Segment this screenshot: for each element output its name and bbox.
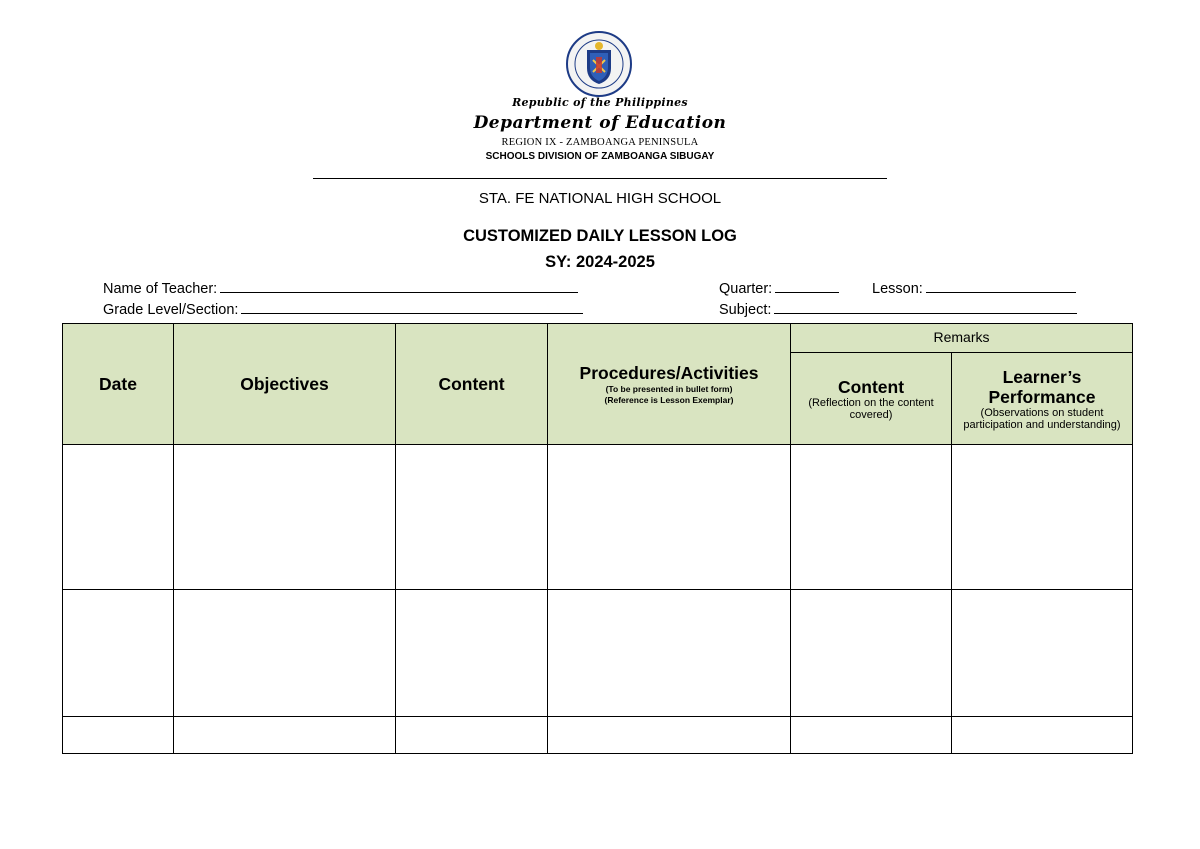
learner-performance-title: Learner’s Performance bbox=[988, 366, 1096, 407]
lesson-blank[interactable] bbox=[926, 280, 1076, 293]
content-cell[interactable] bbox=[396, 717, 548, 754]
learner-performance-cell[interactable] bbox=[952, 717, 1133, 754]
header-divider bbox=[313, 178, 887, 179]
procedures-cell[interactable] bbox=[548, 590, 791, 717]
subject-label: Subject: bbox=[719, 302, 772, 318]
content-cell[interactable] bbox=[396, 590, 548, 717]
remarks-content-note: (Reflection on the content covered) bbox=[808, 396, 934, 421]
lesson-field bbox=[872, 280, 1076, 297]
quarter-field bbox=[719, 280, 839, 297]
document-title: CUSTOMIZED DAILY LESSON LOG bbox=[463, 227, 737, 245]
objectives-cell[interactable] bbox=[174, 717, 396, 754]
procedures-cell[interactable] bbox=[548, 445, 791, 590]
division-heading: SCHOOLS DIVISION OF ZAMBOANGA SIBUGAY bbox=[485, 151, 715, 162]
procedures-cell[interactable] bbox=[548, 717, 791, 754]
date-cell[interactable] bbox=[63, 445, 174, 590]
remarks-content-header bbox=[791, 353, 952, 445]
content-header: Content bbox=[396, 324, 548, 445]
learner-performance-cell[interactable] bbox=[952, 590, 1133, 717]
school-year: SY: 2024-2025 bbox=[545, 253, 655, 271]
procedures-note-bullet: (To be presented in bullet form) bbox=[605, 383, 733, 394]
objectives-header: Objectives bbox=[174, 324, 396, 445]
subject-field bbox=[719, 301, 1077, 318]
objectives-cell[interactable] bbox=[174, 590, 396, 717]
table-row bbox=[63, 590, 1133, 717]
teacher-field bbox=[103, 280, 578, 297]
learner-performance-header bbox=[952, 353, 1133, 445]
quarter-blank[interactable] bbox=[775, 280, 839, 293]
learner-performance-note: (Observations on student participation and understanding) bbox=[963, 406, 1121, 431]
table-row bbox=[63, 445, 1133, 590]
objectives-cell[interactable] bbox=[174, 445, 396, 590]
department-heading: Department of Education bbox=[473, 113, 727, 133]
grade-blank[interactable] bbox=[241, 301, 583, 314]
remarks-content-cell[interactable] bbox=[791, 717, 952, 754]
lesson-log-table bbox=[62, 323, 1133, 754]
date-header: Date bbox=[63, 324, 174, 445]
region-heading: REGION IX - ZAMBOANGA PENINSULA bbox=[501, 137, 699, 148]
date-cell[interactable] bbox=[63, 717, 174, 754]
date-cell[interactable] bbox=[63, 590, 174, 717]
remarks-content-cell[interactable] bbox=[791, 445, 952, 590]
table-row bbox=[63, 717, 1133, 754]
lesson-label: Lesson: bbox=[872, 281, 923, 297]
procedures-title: Procedures/Activities bbox=[579, 362, 759, 383]
quarter-label: Quarter: bbox=[719, 281, 773, 297]
deped-seal-logo bbox=[565, 30, 633, 98]
grade-label: Grade Level/Section: bbox=[103, 302, 239, 318]
remarks-header: Remarks bbox=[791, 324, 1133, 353]
school-name: STA. FE NATIONAL HIGH SCHOOL bbox=[478, 190, 722, 207]
remarks-content-title: Content bbox=[837, 376, 905, 397]
remarks-content-cell[interactable] bbox=[791, 590, 952, 717]
learner-performance-cell[interactable] bbox=[952, 445, 1133, 590]
republic-heading: Republic of the Philippines bbox=[512, 96, 688, 109]
content-cell[interactable] bbox=[396, 445, 548, 590]
procedures-header bbox=[548, 324, 791, 445]
procedures-note-reference: (Reference is Lesson Exemplar) bbox=[604, 394, 734, 405]
subject-blank[interactable] bbox=[774, 301, 1077, 314]
teacher-blank[interactable] bbox=[220, 280, 578, 293]
grade-field bbox=[103, 301, 583, 318]
teacher-label: Name of Teacher: bbox=[103, 281, 218, 297]
